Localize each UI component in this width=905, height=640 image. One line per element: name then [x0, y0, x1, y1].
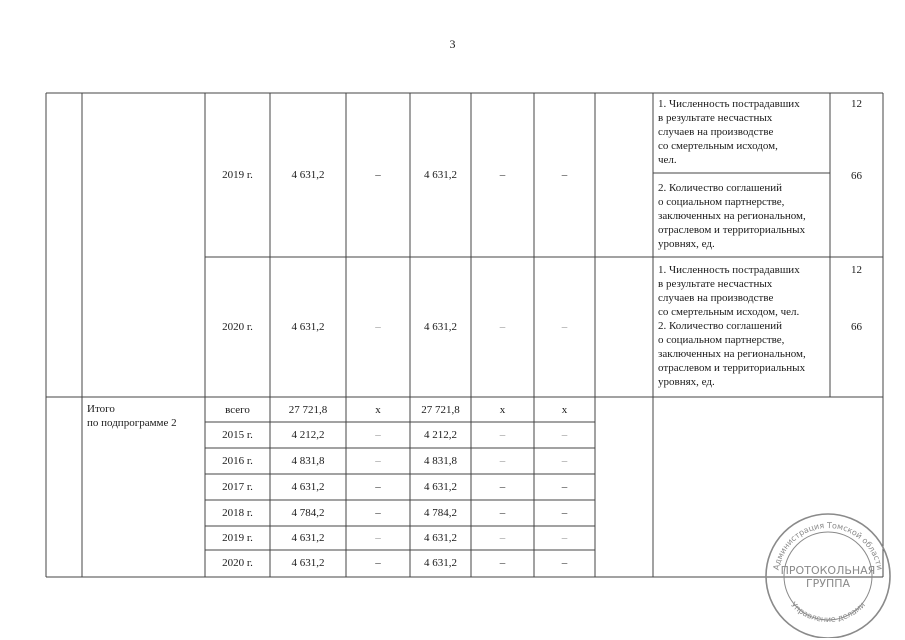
federal-cell: – — [375, 169, 381, 181]
total-cell: 4 831,8 — [291, 455, 325, 467]
local-cell: – — [499, 455, 506, 467]
stamp-arc-bottom: Управление делами — [789, 600, 867, 625]
year-cell: 2017 г. — [222, 481, 253, 493]
stamp-line-2: ГРУППА — [805, 577, 851, 590]
regional-cell: 4 631,2 — [424, 557, 457, 569]
indicator-text: 2. Количество соглашений о социальном партнерстве, заключенных на региональном, отраслевом и территориальных уровнях, ед. — [658, 182, 806, 250]
regional-cell: 27 721,8 — [421, 404, 460, 416]
indicator-value: 12 — [851, 98, 862, 110]
regional-cell: 4 631,2 — [424, 481, 457, 493]
year-cell: 2020 г. — [222, 557, 253, 569]
other-cell: – — [561, 169, 568, 181]
indicator-value: 66 — [851, 321, 862, 333]
local-cell: – — [499, 481, 506, 493]
local-cell: – — [499, 532, 506, 544]
federal-cell: – — [375, 429, 381, 441]
federal-cell: – — [375, 507, 381, 519]
other-cell: – — [561, 481, 568, 493]
local-cell: х — [499, 404, 506, 416]
indicator-value: 66 — [851, 170, 862, 182]
local-cell: – — [499, 507, 506, 519]
total-cell: 4 631,2 — [291, 532, 325, 544]
federal-cell: – — [375, 481, 381, 493]
year-cell: 2015 г. — [222, 429, 253, 441]
year-cell: 2019 г. — [222, 532, 253, 544]
stamp-line-1: ПРОТОКОЛЬНАЯ — [780, 564, 876, 577]
regional-cell: 4 784,2 — [424, 507, 457, 519]
federal-cell: – — [375, 532, 381, 544]
local-cell: – — [499, 169, 506, 181]
regional-cell: 4 831,8 — [424, 455, 457, 467]
other-cell: – — [561, 557, 568, 569]
indicator-value: 12 — [851, 264, 862, 276]
year-cell: 2016 г. — [222, 455, 253, 467]
federal-cell: – — [375, 557, 381, 569]
year-cell: 2018 г. — [222, 507, 253, 519]
local-cell: – — [499, 429, 506, 441]
other-cell: – — [561, 507, 568, 519]
year-cell: всего — [225, 404, 250, 416]
federal-cell: – — [375, 455, 381, 467]
total-cell: 4 631,2 — [291, 169, 325, 181]
local-cell: – — [499, 321, 506, 333]
other-cell: – — [561, 321, 568, 333]
page-number: 3 — [449, 37, 456, 51]
total-cell: 4 631,2 — [291, 481, 325, 493]
total-cell: 27 721,8 — [288, 404, 328, 416]
total-cell: 4 631,2 — [291, 321, 325, 333]
indicator-text: 1. Численность пострадавших в результате несчастных случаев на производстве со смертельным исходом, чел. — [658, 98, 800, 166]
federal-cell: х — [375, 404, 381, 416]
regional-cell: 4 631,2 — [424, 532, 457, 544]
stamp-arc-top: Администрация Томской области — [771, 520, 885, 571]
protocol-stamp — [758, 508, 898, 638]
subtotal-label: Итого по подпрограмме 2 — [87, 403, 177, 429]
year-cell: 2020 г. — [222, 321, 253, 333]
regional-cell: 4 631,2 — [424, 169, 457, 181]
indicator-text: 1. Численность пострадавших в результате несчастных случаев на производстве со смертельным исходом, чел. 2. Количество соглашений о социальном партнерстве, заключенных на региональном, отраслевом и территориальных уровнях, ед. — [658, 264, 806, 388]
other-cell: х — [561, 404, 568, 416]
total-cell: 4 631,2 — [291, 557, 325, 569]
regional-cell: 4 212,2 — [424, 429, 457, 441]
total-cell: 4 212,2 — [291, 429, 325, 441]
year-cell: 2019 г. — [222, 169, 253, 181]
other-cell: – — [561, 532, 568, 544]
federal-cell: – — [375, 321, 381, 333]
svg-text:Управление делами — [789, 600, 867, 624]
total-cell: 4 784,2 — [291, 507, 325, 519]
other-cell: – — [561, 455, 568, 467]
local-cell: – — [499, 557, 506, 569]
regional-cell: 4 631,2 — [424, 321, 457, 333]
other-cell: – — [561, 429, 568, 441]
